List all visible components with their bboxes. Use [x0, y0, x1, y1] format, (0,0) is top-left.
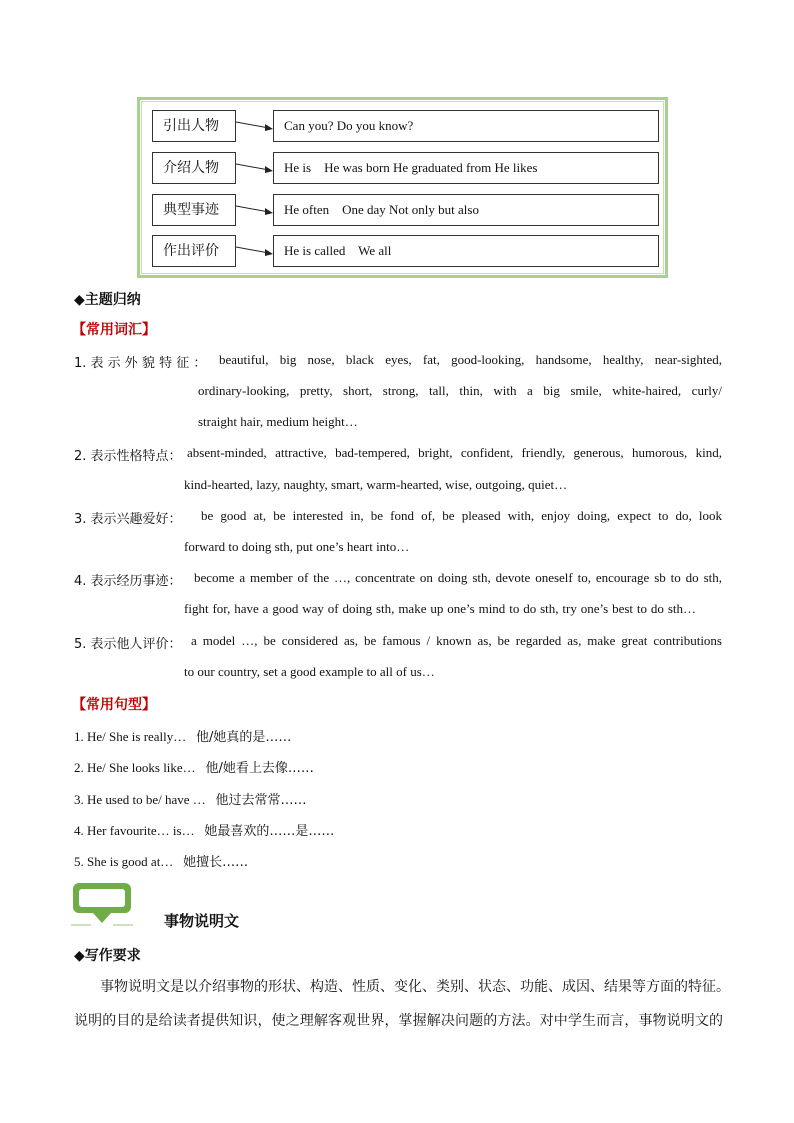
- sentence-item: [74, 789, 307, 808]
- flow-label: 典型事迹: [152, 194, 236, 226]
- flow-label: 作出评价: [152, 235, 236, 267]
- vocab-item-5-label: 5. 表示他人评价：: [74, 637, 182, 652]
- paragraph-line: 事物说明文是以介绍事物的形状、构造、性质、变化、类别、状态、功能、成因、结果等方面的特征。: [100, 979, 730, 995]
- requirement-heading: ◆写作要求: [74, 948, 141, 964]
- section-title: 事物说明文: [164, 912, 240, 930]
- speech-bubble-icon: [71, 881, 133, 927]
- sentence-en: 2. He/ She looks like…: [74, 760, 196, 775]
- vocab-item-5-line: to our country, set a good example to all of us…: [184, 664, 435, 679]
- vocab-item-1-line: straight hair, medium height…: [198, 414, 358, 429]
- flow-row-intro: [140, 110, 665, 144]
- vocab-item-3-line: forward to doing sth, put one’s heart into…: [184, 539, 410, 554]
- vocab-item-1-label: 1. 表 示 外 貌 特 征 ：: [74, 356, 207, 371]
- vocab-item-5-line: a model …, be considered as, be famous / known as, be regarded as, make great contributions: [191, 633, 722, 648]
- flow-label: 介绍人物: [152, 152, 236, 184]
- sentence-zh: 她擅长……: [183, 855, 249, 870]
- summary-heading: ◆主题归纳: [74, 292, 141, 308]
- vocab-item-1-line: ordinary-looking, pretty, short, strong, tall, thin, with a big smile, white-haired, curly/: [198, 383, 722, 398]
- sentence-item: [74, 820, 334, 839]
- arrow-right-icon: [236, 119, 273, 133]
- sentence-item: [74, 757, 314, 776]
- vocab-item-2-label: 2. 表示性格特点：: [74, 449, 182, 464]
- vocab-item-2-line: absent-minded, attractive, bad-tempered, bright, confident, friendly, generous, humorous, kind,: [187, 445, 722, 460]
- vocab-item-4-label: 4. 表示经历事迹：: [74, 574, 182, 589]
- vocab-item-3-label: 3. 表示兴趣爱好：: [74, 512, 182, 527]
- flow-row-introduce: [140, 152, 665, 186]
- sentence-heading: 【常用句型】: [72, 697, 156, 713]
- paragraph-line: 说明的目的是给读者提供知识，使之理解客观世界，掌握解决问题的方法。对中学生而言，事物说明文的: [74, 1013, 723, 1029]
- sentence-zh: 他过去常常……: [215, 793, 307, 808]
- sentence-item: [74, 726, 291, 745]
- sentence-zh: 他/她真的是……: [196, 730, 292, 745]
- sentence-en: 5. She is good at…: [74, 854, 174, 869]
- vocab-item-3-line: be good at, be interested in, be fond of, be pleased with, enjoy doing, expect to do, look: [201, 508, 722, 523]
- arrow-right-icon: [236, 244, 273, 258]
- flow-text: Can you? Do you know?: [273, 110, 659, 142]
- sentence-item: [74, 851, 248, 870]
- arrow-right-icon: [236, 203, 273, 217]
- sentence-en: 4. Her favourite… is…: [74, 823, 195, 838]
- character-flow-box: [137, 97, 668, 278]
- sentence-en: 3. He used to be/ have …: [74, 792, 206, 807]
- flow-row-evaluate: [140, 235, 665, 269]
- flow-row-deeds: [140, 194, 665, 228]
- sentence-zh: 她最喜欢的……是……: [204, 824, 335, 839]
- flow-text: He is He was born He graduated from He likes: [273, 152, 659, 184]
- sentence-en: 1. He/ She is really…: [74, 729, 187, 744]
- vocab-item-1-line: beautiful, big nose, black eyes, fat, good-looking, handsome, healthy, near-sighted,: [219, 352, 722, 367]
- vocab-heading: 【常用词汇】: [72, 322, 156, 338]
- vocab-item-4-line: fight for, have a good way of doing sth, make up one’s mind to do sth, try one’s best to do sth…: [184, 601, 696, 616]
- flow-text: He often One day Not only but also: [273, 194, 659, 226]
- flow-text: He is called We all: [273, 235, 659, 267]
- flow-label: 引出人物: [152, 110, 236, 142]
- vocab-item-2-line: kind-hearted, lazy, naughty, smart, warm-hearted, wise, outgoing, quiet…: [184, 477, 568, 492]
- vocab-item-4-line: become a member of the …, concentrate on doing sth, devote oneself to, encourage sb to do sth,: [194, 570, 722, 585]
- arrow-right-icon: [236, 161, 273, 175]
- sentence-zh: 他/她看上去像……: [205, 761, 314, 776]
